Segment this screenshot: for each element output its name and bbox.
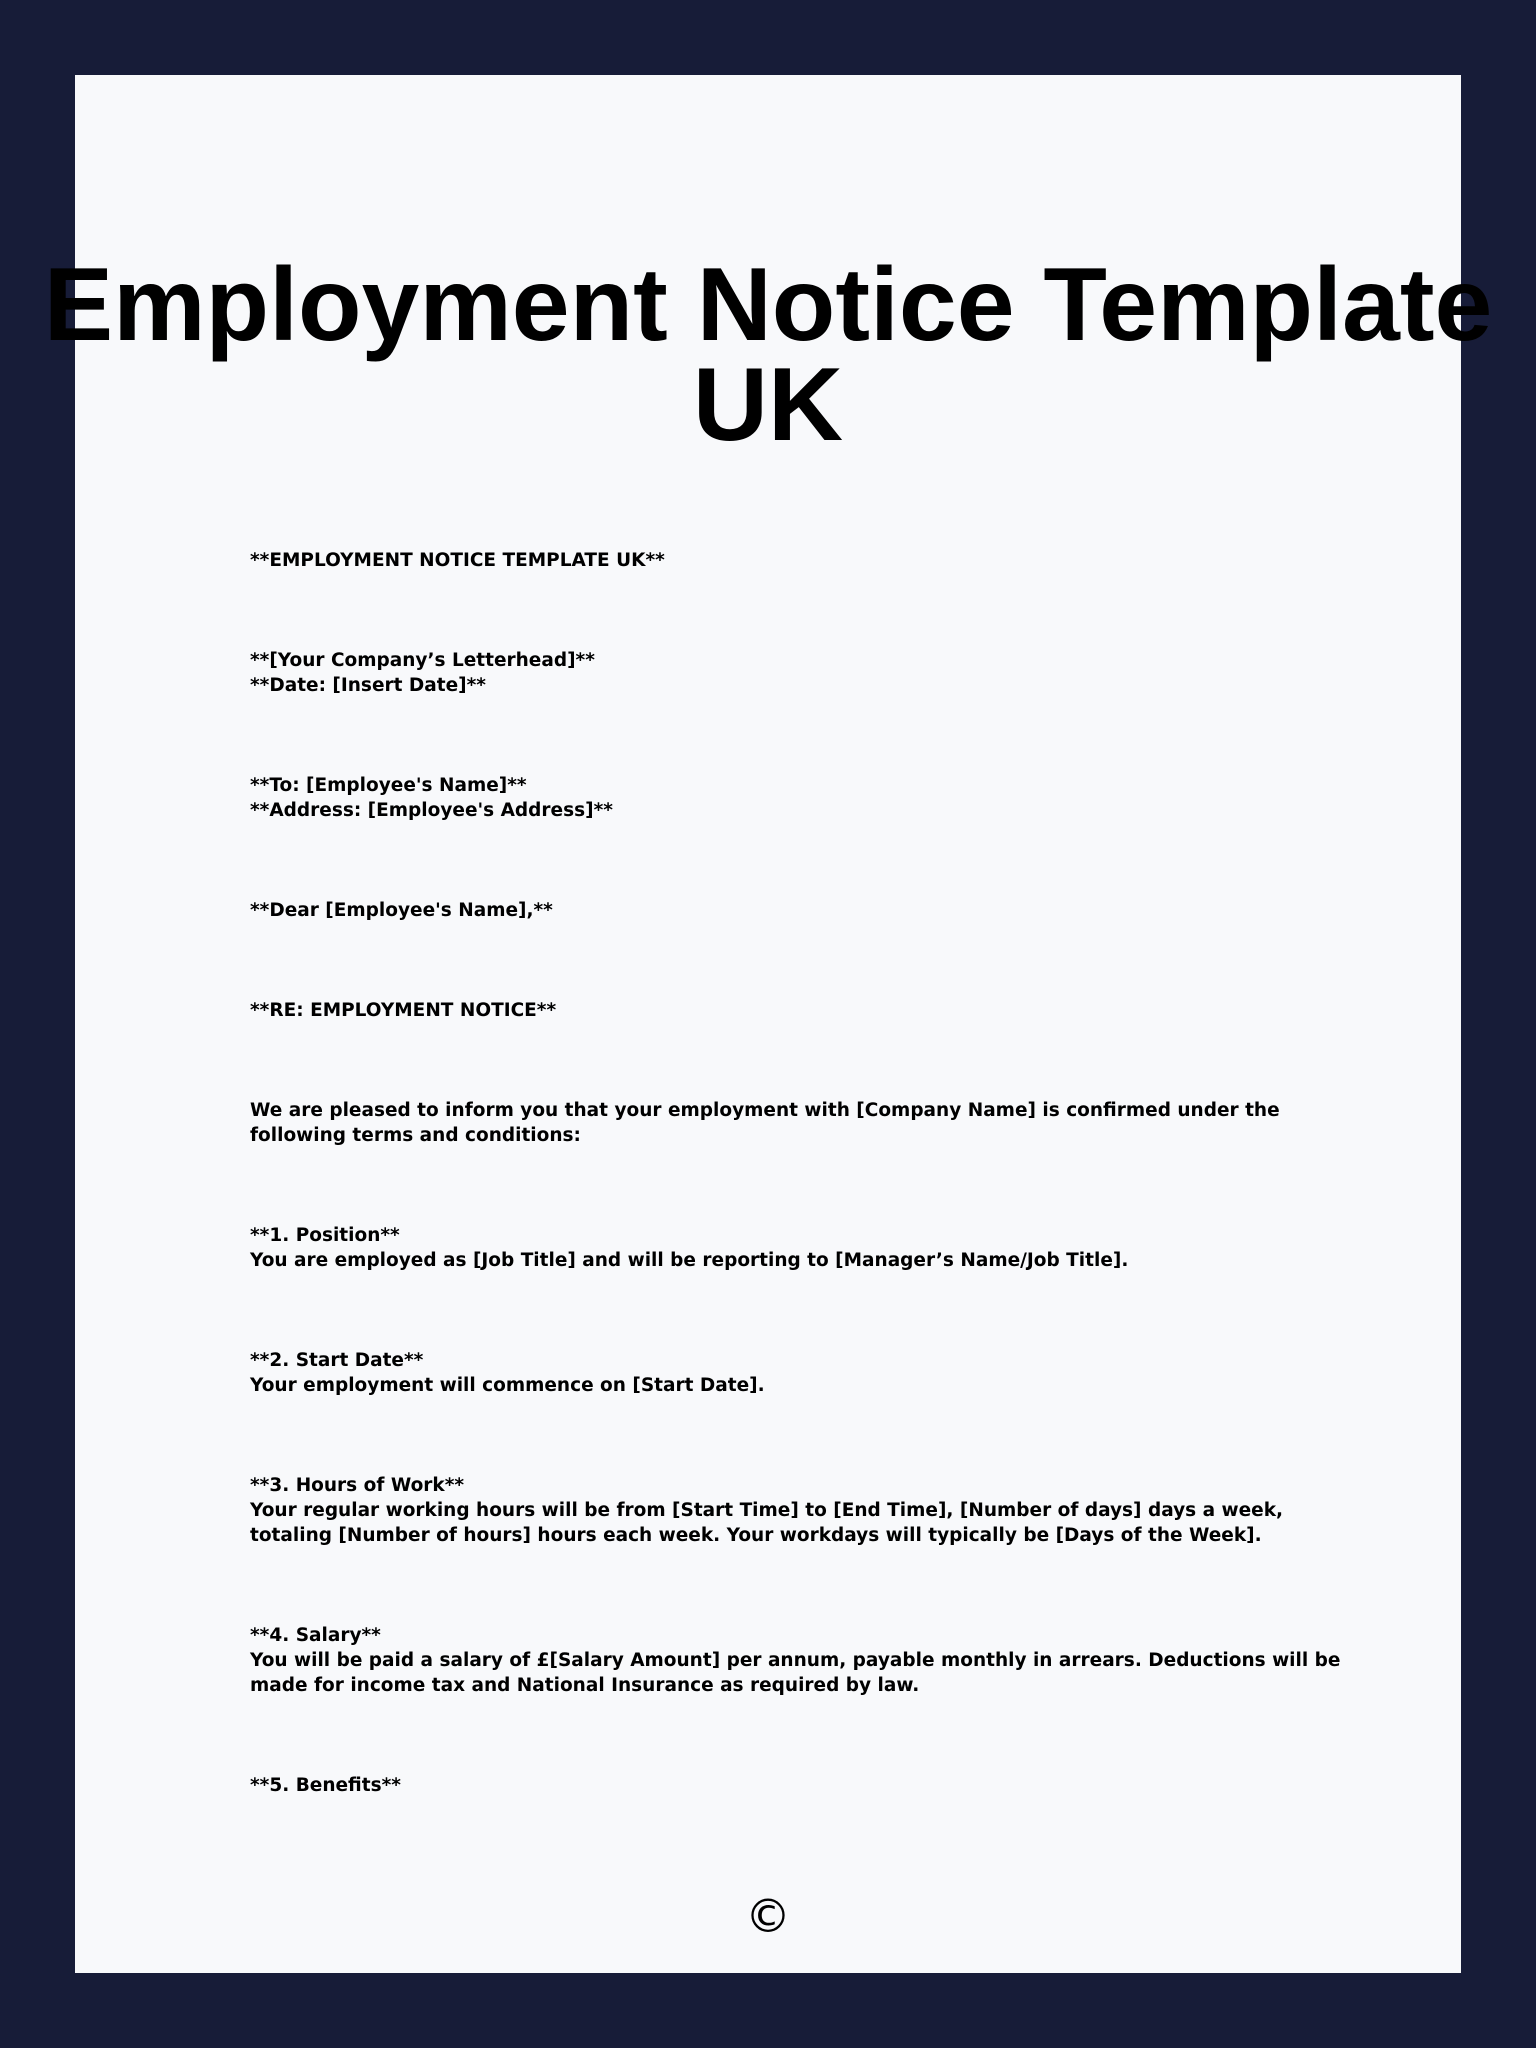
title-line-1: Employment Notice Template	[43, 247, 1493, 363]
intro-text: We are pleased to inform you that your employment with [Company Name] is confirmed under the following terms and conditions:	[250, 1100, 1280, 1146]
section-position	[250, 1223, 1360, 1273]
re-paragraph	[250, 998, 1360, 1023]
letterhead-paragraph	[250, 648, 1360, 698]
section-heading: **4. Salary**	[250, 1625, 381, 1646]
section-heading: **2. Start Date**	[250, 1350, 424, 1371]
address-line: **Address: [Employee's Address]**	[250, 800, 613, 821]
title-line-2: UK	[692, 347, 844, 463]
section-start-date	[250, 1348, 1360, 1398]
section-text: Your employment will commence on [Start Date].	[250, 1375, 765, 1396]
section-benefits	[250, 1773, 1360, 1798]
section-text: Your regular working hours will be from [Start Time] to [End Time], [Number of days] days a week, totaling [Number of hours] hours each week. Your workdays will typically be [Days of the Week].	[250, 1500, 1284, 1546]
to-line: **To: [Employee's Name]**	[250, 775, 527, 796]
section-salary	[250, 1623, 1360, 1698]
copyright-symbol: ©	[745, 1889, 791, 1943]
document-title	[0, 247, 1536, 463]
section-heading: **1. Position**	[250, 1225, 400, 1246]
section-hours-of-work	[250, 1473, 1360, 1548]
document-body	[250, 548, 1360, 1873]
intro-paragraph	[250, 1098, 1360, 1148]
re-line: **RE: EMPLOYMENT NOTICE**	[250, 1000, 557, 1021]
date-line: **Date: [Insert Date]**	[250, 675, 486, 696]
document-heading: **EMPLOYMENT NOTICE TEMPLATE UK**	[250, 550, 665, 571]
recipient-paragraph	[250, 773, 1360, 823]
section-heading: **3. Hours of Work**	[250, 1475, 465, 1496]
section-text: You will be paid a salary of £[Salary Amount] per annum, payable monthly in arrears. Deductions will be made for income tax and National Insurance as required by law.	[250, 1650, 1341, 1696]
letterhead-line: **[Your Company’s Letterhead]**	[250, 650, 595, 671]
section-heading: **5. Benefits**	[250, 1775, 401, 1796]
section-text: You are employed as [Job Title] and will be reporting to [Manager’s Name/Job Title].	[250, 1250, 1129, 1271]
heading-paragraph	[250, 548, 1360, 573]
salutation-paragraph	[250, 898, 1360, 923]
salutation-line: **Dear [Employee's Name],**	[250, 900, 553, 921]
document-page	[43, 75, 1493, 1973]
